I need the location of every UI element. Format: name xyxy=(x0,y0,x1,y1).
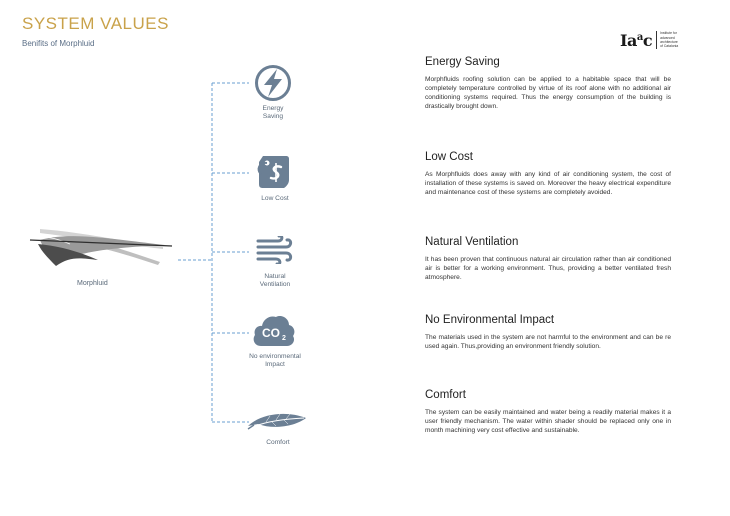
section-body: As Morphfluids does away with any kind of air conditioning system, the cost of installation of these systems is saved on. Moreover the heavy electrical expenditure and maintenance cost of these systems are completely avoided. xyxy=(425,171,671,196)
page-subtitle: Benifits of Morphluid xyxy=(22,39,95,48)
section-low-cost xyxy=(425,151,671,198)
section-heading: Low Cost xyxy=(425,151,473,163)
section-comfort xyxy=(425,389,671,436)
lightning-icon xyxy=(254,64,292,102)
section-body: The system can be easily maintained and water being a readily material makes it a user friendly mechanism. The water within shader should be replaced only one in month machining very cost effective and sustainable. xyxy=(425,409,671,434)
benefit-label-no-environmental-impact: No environmental Impact xyxy=(249,353,301,369)
price-tag-icon xyxy=(255,154,295,190)
section-energy-saving xyxy=(425,56,671,112)
benefit-label-comfort: Comfort xyxy=(266,439,290,446)
section-body: The materials used in the system are not harmful to the environment and can be re used again. Thus,providing an environment friendly solution. xyxy=(425,334,671,350)
wind-icon xyxy=(256,236,294,264)
logo-caption: Institute for advanced architecture of Catalonia xyxy=(660,31,679,49)
morphluid-label: Morphluid xyxy=(77,280,108,287)
co2-subscript: 2 xyxy=(282,335,286,342)
section-heading: Comfort xyxy=(425,389,466,401)
section-body: Morphfluids roofing solution can be applied to a habitable space that will be completely temperature controlled by virtue of its roof alone with no additional air conditioning systems required. Thus the energy consumption of the building is drastically brought down. xyxy=(425,76,671,110)
section-heading: Energy Saving xyxy=(425,56,500,68)
benefit-label-natural-ventilation: Natural Ventilation xyxy=(259,273,291,289)
dashed-connectors xyxy=(178,83,249,422)
section-no-environmental-impact xyxy=(425,314,671,352)
section-heading: No Environmental Impact xyxy=(425,314,555,326)
section-natural-ventilation xyxy=(425,236,671,283)
benefit-label-energy-saving: Energy Saving xyxy=(262,105,284,121)
co2-text: CO xyxy=(262,326,280,340)
section-heading: Natural Ventilation xyxy=(425,236,519,248)
morphluid-shape xyxy=(30,229,172,266)
logo-wordmark: Ia$^a$c xyxy=(620,30,653,50)
page-title: SYSTEM VALUES xyxy=(22,14,169,33)
feather-icon xyxy=(246,410,310,432)
benefit-label-low-cost: Low Cost xyxy=(261,195,289,202)
section-body: It has been proven that continuous natural air circulation rather than air conditioned air is better for a working environment. Thus, providing a better ventilated fresh atmosphere. xyxy=(425,256,671,281)
co2-cloud-icon xyxy=(252,313,296,347)
